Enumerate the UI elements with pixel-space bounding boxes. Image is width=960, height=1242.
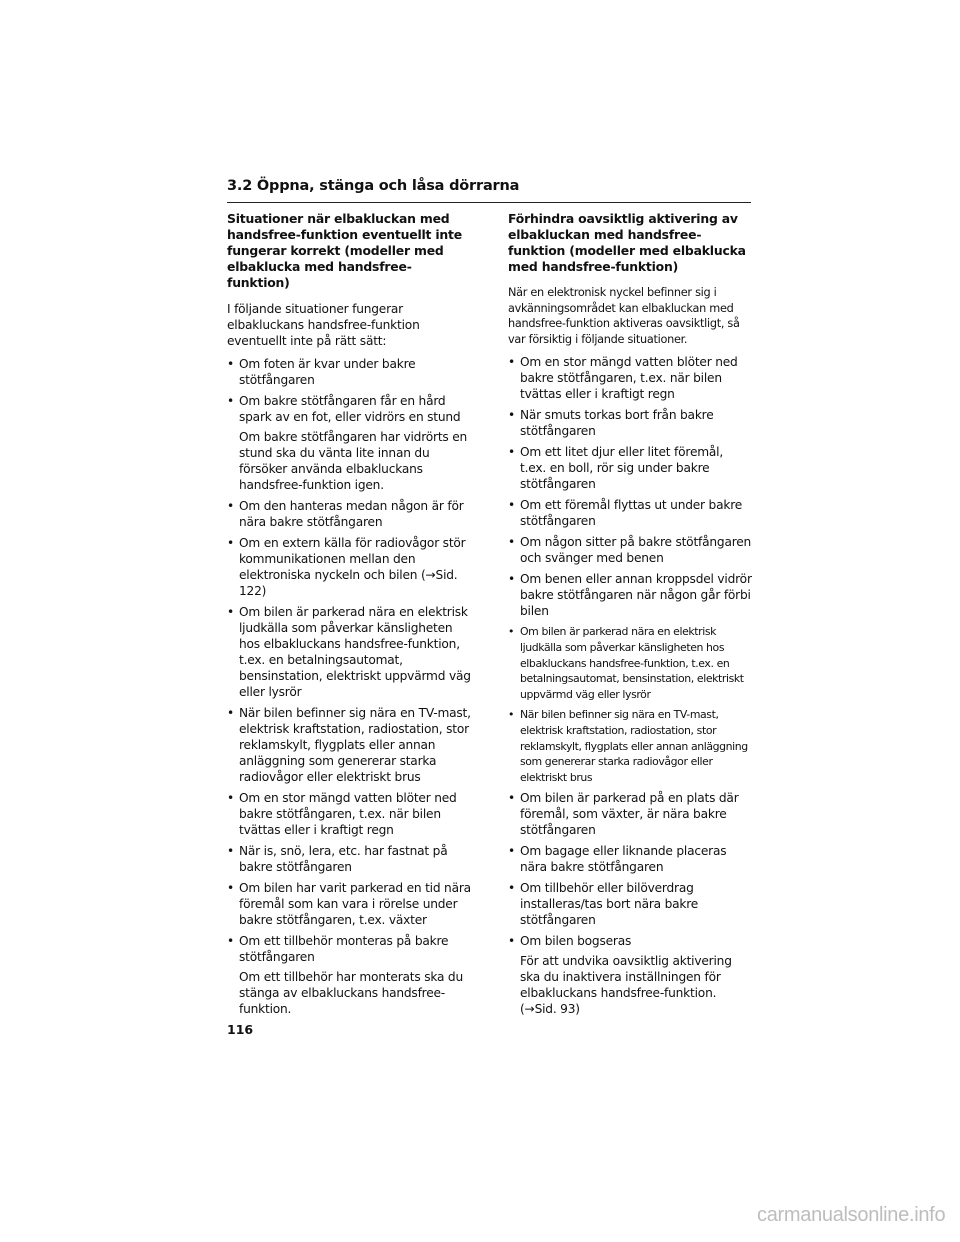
watermark: carmanualsonline.info bbox=[757, 1204, 946, 1226]
left-bullet-list bbox=[227, 356, 471, 1017]
list-item: • Om bagage eller liknande placeras nära bakre stötfångaren bbox=[508, 844, 727, 875]
bullet-icon: • bbox=[508, 355, 515, 370]
list-item: • Om en stor mängd vatten blöter ned bakre stötfångaren, t.ex. när bilen tvättas eller i kraftigt regn bbox=[227, 791, 457, 837]
list-item: • När bilen befinner sig nära en TV-mast, elektrisk kraftstation, radiostation, stor reklamskylt, flygplats eller annan anläggning som genererar starka radiovågor eller elektriskt brus bbox=[227, 706, 471, 784]
left-column bbox=[227, 211, 471, 1022]
bullet-icon: • bbox=[227, 357, 234, 371]
list-item: • Om en stor mängd vatten blöter ned bakre stötfångaren, t.ex. när bilen tvättas eller i kraftigt regn bbox=[508, 355, 738, 402]
list-item: • När is, snö, lera, etc. har fastnat på bakre stötfångaren bbox=[227, 844, 448, 874]
list-item-note: Om ett tillbehör har monterats ska du stänga av elbakluckans handsfree-funktion. bbox=[239, 970, 463, 1016]
list-item: • Om benen eller annan kroppsdel vidrör bakre stötfångaren när någon går förbi bilen bbox=[508, 572, 752, 619]
list-item: • Om någon sitter på bakre stötfångaren och svänger med benen bbox=[508, 535, 752, 566]
list-item-note: Om bakre stötfångaren har vidrörts en stund ska du vänta lite innan du försöker använda elbakluckans handsfree-funktion igen. bbox=[239, 430, 468, 492]
list-item: • Om ett tillbehör monteras på bakre stötfångaren Om ett tillbehör har monterats ska du stänga av elbakluckans handsfree-funktion. bbox=[227, 933, 471, 1017]
list-item: • Om foten är kvar under bakre stötfångaren bbox=[227, 357, 416, 387]
list-item: • Om bilen bogseras För att undvika oavsiktlig aktivering ska du inaktivera inställningen för elbakluckans handsfree-funktion. (→Sid. 93) bbox=[508, 933, 752, 1017]
bullet-icon: • bbox=[508, 934, 515, 949]
right-column bbox=[508, 211, 752, 1022]
bullet-icon: • bbox=[508, 572, 515, 587]
list-item: • När bilen befinner sig nära en TV-mast, elektrisk kraftstation, radiostation, stor reklamskylt, flygplats eller annan anläggning som genererar starka radiovågor eller elektriskt brus bbox=[508, 708, 748, 784]
section-header bbox=[227, 178, 751, 203]
bullet-icon: • bbox=[508, 844, 515, 859]
list-item: • Om bilen har varit parkerad en tid nära föremål som kan vara i rörelse under bakre stötfångaren, t.ex. växter bbox=[227, 881, 471, 927]
bullet-icon: • bbox=[227, 791, 234, 805]
section-title: 3.2 Öppna, stänga och låsa dörrarna bbox=[227, 178, 520, 194]
list-item: • Om bilen är parkerad nära en elektrisk ljudkälla som påverkar känsligheten hos elbakluckans handsfree-funktion, t.ex. en betalningsautomat, bensinstation, elektriskt uppvärmd väg eller lysrör bbox=[508, 625, 744, 701]
bullet-icon: • bbox=[508, 445, 515, 460]
bullet-icon: • bbox=[227, 605, 234, 619]
bullet-icon: • bbox=[508, 881, 515, 896]
left-intro: I följande situationer fungerar elbakluckans handsfree-funktion eventuellt inte på rätt sätt: bbox=[227, 302, 420, 348]
list-item: • Om den hanteras medan någon är för nära bakre stötfångaren bbox=[227, 499, 464, 529]
list-item-note: För att undvika oavsiktlig aktivering ska du inaktivera inställningen för elbakluckans handsfree-funktion. (→Sid. 93) bbox=[520, 954, 732, 1017]
list-item: • Om ett litet djur eller litet föremål, t.ex. en boll, rör sig under bakre stötfångaren bbox=[508, 445, 724, 492]
bullet-icon: • bbox=[227, 394, 234, 408]
page-number: 116 bbox=[227, 1022, 254, 1037]
bullet-icon: • bbox=[508, 708, 515, 722]
bullet-icon: • bbox=[227, 536, 234, 550]
list-item: • Om en extern källa för radiovågor stör kommunikationen mellan den elektroniska nyckeln och bilen (→Sid. 122) bbox=[227, 536, 466, 598]
bullet-icon: • bbox=[227, 934, 234, 948]
bullet-icon: • bbox=[227, 706, 234, 720]
right-heading: Förhindra oavsiktlig aktivering av elbakluckan med handsfree-funktion (modeller med elbaklucka med handsfree-funktion) bbox=[508, 211, 746, 274]
list-item: • Om bilen är parkerad nära en elektrisk ljudkälla som påverkar känsligheten hos elbakluckans handsfree-funktion, t.ex. en betalningsautomat, bensinstation, elektriskt uppvärmd väg eller lysrör bbox=[227, 605, 471, 699]
bullet-icon: • bbox=[227, 881, 234, 895]
right-intro: När en elektronisk nyckel befinner sig i avkänningsområdet kan elbakluckan med handsfree-funktion aktiveras oavsiktligt, så var försiktig i följande situationer. bbox=[508, 286, 740, 346]
bullet-icon: • bbox=[508, 408, 515, 423]
bullet-icon: • bbox=[508, 791, 515, 806]
left-heading: Situationer när elbakluckan med handsfree-funktion eventuellt inte fungerar korrekt (modeller med elbaklucka med handsfree-funktion) bbox=[227, 211, 462, 290]
list-item: • Om bilen är parkerad på en plats där föremål, som växter, är nära bakre stötfångaren bbox=[508, 791, 739, 838]
bullet-icon: • bbox=[508, 498, 515, 513]
list-item: • Om ett föremål flyttas ut under bakre stötfångaren bbox=[508, 498, 743, 529]
right-bullet-list bbox=[508, 354, 752, 1017]
bullet-icon: • bbox=[227, 499, 234, 513]
list-item: • Om tillbehör eller bilöverdrag installeras/tas bort nära bakre stötfångaren bbox=[508, 881, 699, 928]
list-item: • När smuts torkas bort från bakre stötfångaren bbox=[508, 408, 714, 439]
bullet-icon: • bbox=[508, 535, 515, 550]
list-item: • Om bakre stötfångaren får en hård spark av en fot, eller vidrörs en stund Om bakre stötfångaren har vidrörts en stund ska du vänta lite innan du försöker använda elbakluckans handsfree-funktion igen. bbox=[227, 393, 471, 493]
bullet-icon: • bbox=[508, 625, 515, 639]
bullet-icon: • bbox=[227, 844, 234, 858]
